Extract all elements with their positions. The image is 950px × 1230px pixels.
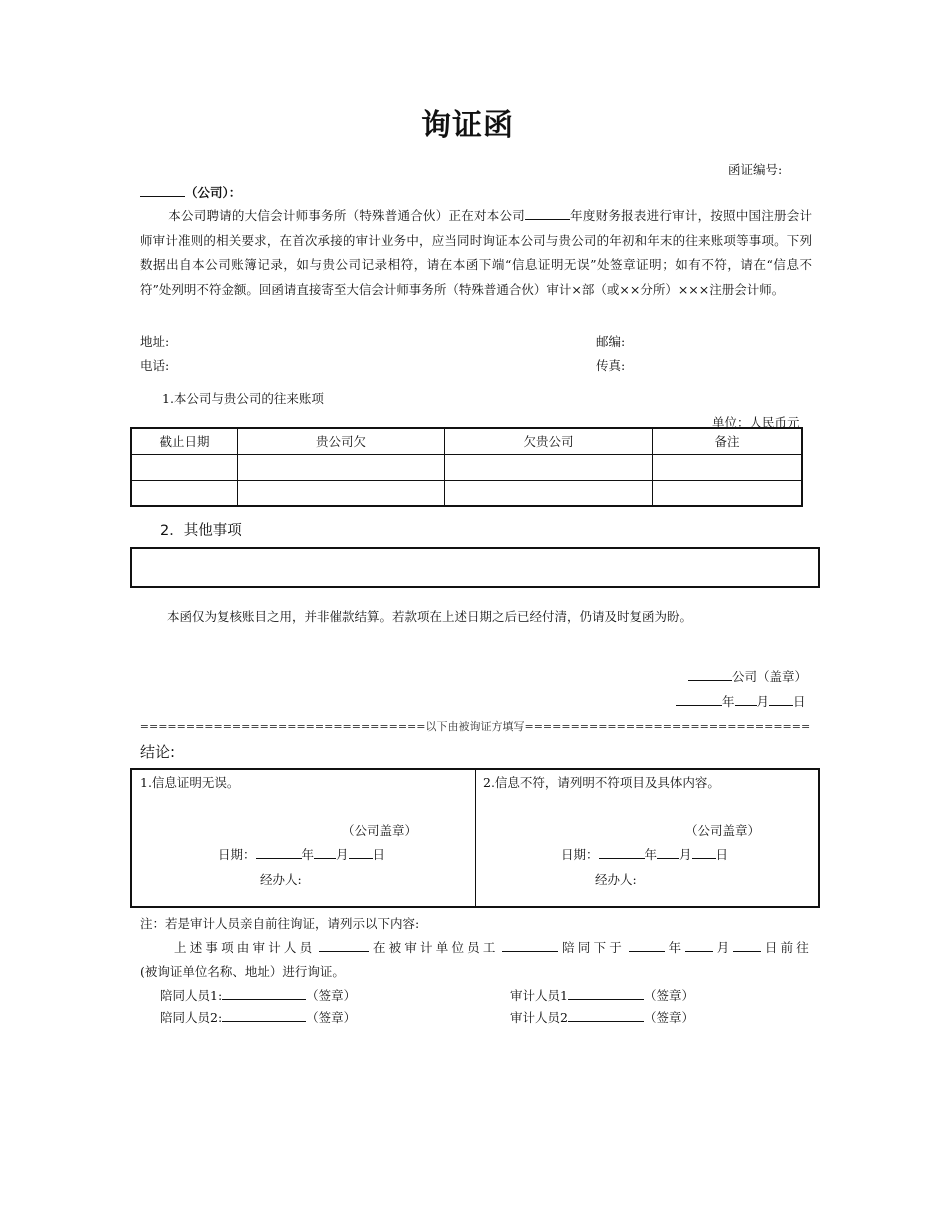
- auditor-2-label: 审计人员2: [510, 1010, 568, 1025]
- month-blank[interactable]: [314, 845, 336, 859]
- companion-2-label: 陪同人员2:: [160, 1010, 223, 1025]
- sign-label: （签章）: [643, 988, 694, 1003]
- note-line-2: (被询证单位名称、地址）进行询证。: [140, 964, 345, 979]
- companion-2-row: [160, 1008, 356, 1026]
- year-blank[interactable]: [676, 692, 722, 706]
- table-cell[interactable]: [445, 454, 653, 480]
- year-label: 年: [301, 847, 315, 862]
- conclusion-confirm-cell[interactable]: [132, 770, 476, 906]
- auditor-2-row: [510, 1008, 694, 1026]
- note-part: 日前往: [764, 940, 812, 955]
- audit-year-blank[interactable]: [525, 206, 570, 220]
- month-blank[interactable]: [735, 692, 757, 706]
- intro-paragraph: [140, 204, 812, 302]
- note-part: 在被审计单位员工: [372, 940, 499, 955]
- section-2-title: 2．其他事项: [160, 523, 242, 539]
- respondent-separator: ===============================以下由被询证方填写===============================: [139, 720, 811, 733]
- table-cell[interactable]: [238, 480, 445, 506]
- table-cell[interactable]: [653, 480, 803, 506]
- month-blank[interactable]: [685, 938, 713, 952]
- confirm-date: [218, 845, 385, 863]
- day-blank[interactable]: [769, 692, 793, 706]
- conclusion-box: [130, 768, 820, 908]
- confirm-stamp: （公司盖章）: [342, 823, 418, 838]
- auditor-1-row: [510, 986, 694, 1004]
- day-blank[interactable]: [733, 938, 761, 952]
- auditor-1-blank[interactable]: [568, 986, 644, 1000]
- note-line-1: [174, 938, 812, 956]
- note-part: 上述事项由审计人员: [174, 940, 316, 955]
- sign-label: （签章）: [306, 988, 357, 1003]
- sign-label: （签章）: [643, 1010, 694, 1025]
- recipient-suffix: （公司）：: [185, 185, 242, 200]
- day-label: 日: [372, 847, 386, 862]
- sender-company-stamp: [688, 667, 807, 685]
- companion-1-blank[interactable]: [222, 986, 306, 1000]
- note-part: 月: [716, 940, 730, 955]
- year-blank[interactable]: [599, 845, 645, 859]
- disagree-date: [561, 845, 728, 863]
- day-label: 日: [793, 694, 806, 709]
- table-cell[interactable]: [238, 454, 445, 480]
- table-row: [131, 454, 802, 480]
- address-label: 地址:: [140, 334, 170, 349]
- table-header-row: [131, 428, 802, 454]
- conclusion-disagree-cell[interactable]: [475, 770, 818, 906]
- unit-label: 单位：人民币元: [712, 415, 800, 430]
- phone-label: 电话:: [140, 358, 170, 373]
- employee-blank[interactable]: [502, 938, 558, 952]
- table-cell[interactable]: [653, 454, 803, 480]
- table-row: [131, 480, 802, 506]
- table-cell[interactable]: [445, 480, 653, 506]
- confirm-title: 1.信息证明无误。: [140, 775, 240, 790]
- day-blank[interactable]: [349, 845, 373, 859]
- table-cell[interactable]: [131, 454, 238, 480]
- day-label: 日: [715, 847, 729, 862]
- intro-part-2: 年度财务报表进行审计，按照中国注册会计师审计准则的相关要求，在首次承接的审计业务中，应当同时询证本公司与贵公司的年初和年末的往来账项等事项。下列数据出自本公司账簿记录，如与贵公司记录相符，请在本函下端“信息证明无误”处签章证明；如有不符，请在“信息不符”处列明不符金额。回函请直接寄至大信会计师事务所（特殊普通合伙）审计×部（或××分所）×××注册会计师。: [140, 208, 812, 297]
- fax-label: 传真:: [596, 358, 626, 373]
- recipient-line: [140, 183, 241, 201]
- conclusion-label: 结论:: [140, 743, 176, 761]
- year-blank[interactable]: [629, 938, 665, 952]
- month-label: 月: [756, 694, 770, 709]
- month-label: 月: [336, 847, 349, 862]
- auditor-2-blank[interactable]: [568, 1008, 644, 1022]
- year-label: 年: [644, 847, 658, 862]
- date-label: 日期：: [561, 847, 599, 862]
- note-part: 陪同下于: [562, 940, 625, 955]
- year-blank[interactable]: [256, 845, 302, 859]
- page-title: 询证函: [421, 108, 514, 143]
- sign-label: （签章）: [306, 1010, 357, 1025]
- companion-1-label: 陪同人员1:: [160, 988, 223, 1003]
- day-blank[interactable]: [692, 845, 716, 859]
- header-cutoff-date: 截止日期: [131, 428, 238, 454]
- accounts-table: [130, 427, 803, 507]
- month-blank[interactable]: [657, 845, 679, 859]
- auditor-blank[interactable]: [319, 938, 369, 952]
- companion-1-row: [160, 986, 356, 1004]
- note-part: 年: [668, 940, 682, 955]
- header-owed-to-you: 欠贵公司: [445, 428, 653, 454]
- recipient-blank[interactable]: [140, 183, 185, 197]
- company-blank[interactable]: [688, 667, 732, 681]
- letter-number-label: 函证编号:: [728, 162, 783, 177]
- header-owed-by-you: 贵公司欠: [238, 428, 445, 454]
- table-cell[interactable]: [131, 480, 238, 506]
- section-1-title: 1.本公司与贵公司的往来账项: [162, 391, 324, 406]
- month-label: 月: [679, 847, 692, 862]
- other-matters-box[interactable]: [130, 547, 820, 588]
- disagree-stamp: （公司盖章）: [685, 823, 761, 838]
- statement-text: 本函仅为复核账目之用，并非催款结算。若款项在上述日期之后已经付清，仍请及时复函为盼。: [167, 609, 693, 624]
- year-label: 年: [722, 694, 735, 709]
- disagree-handler: 经办人:: [595, 872, 637, 887]
- sender-date: [676, 692, 806, 710]
- confirm-handler: 经办人:: [260, 872, 302, 887]
- header-remarks: 备注: [653, 428, 803, 454]
- date-label: 日期：: [218, 847, 256, 862]
- auditor-1-label: 审计人员1: [510, 988, 568, 1003]
- postcode-label: 邮编:: [596, 334, 626, 349]
- disagree-title: 2.信息不符，请列明不符项目及具体内容。: [483, 775, 720, 790]
- company-stamp-label: 公司（盖章）: [732, 669, 808, 684]
- note-title: 注：若是审计人员亲自前往询证，请列示以下内容:: [140, 916, 420, 931]
- companion-2-blank[interactable]: [222, 1008, 306, 1022]
- intro-part-1: 本公司聘请的大信会计师事务所（特殊普通合伙）正在对本公司: [168, 208, 525, 223]
